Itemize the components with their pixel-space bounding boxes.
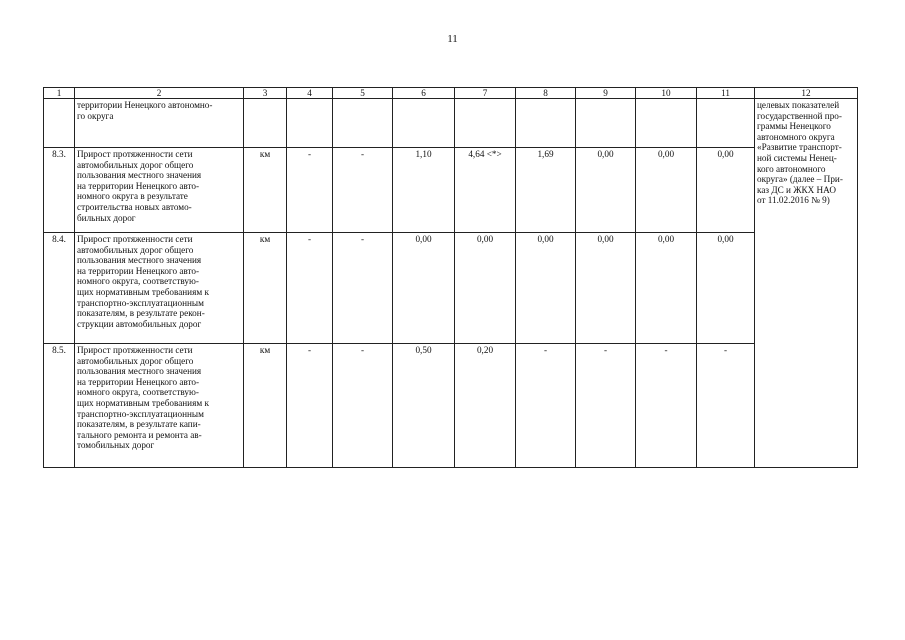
note-line: ной системы Ненец-: [757, 152, 837, 163]
value-cell: [455, 99, 516, 148]
column-header: 12: [755, 88, 858, 99]
note-line: кого автономного: [757, 163, 826, 174]
indicator-line: автомобильных дорог общего: [77, 159, 194, 170]
note-line: «Развитие транспорт-: [757, 142, 842, 153]
column-header: 3: [244, 88, 287, 99]
value-cell: 0,00: [697, 148, 755, 233]
value-cell: 0,00: [576, 148, 636, 233]
table-row: [44, 148, 858, 233]
value-cell: [697, 99, 755, 148]
value-cell: 0,20: [455, 344, 516, 468]
indicator-line: номного округа, соответствую-: [77, 387, 199, 398]
value-cell: -: [576, 344, 636, 468]
indicator-line: пользования местного значения: [77, 170, 202, 181]
indicator-line: Прирост протяженности сети: [77, 149, 193, 159]
value-cell: -: [287, 148, 333, 233]
note-line: округа» (далее – При-: [757, 174, 843, 185]
value-cell: 0,00: [636, 233, 697, 344]
value-cell: 0,00: [393, 233, 455, 344]
value-cell: 0,00: [636, 148, 697, 233]
value-cell: -: [516, 344, 576, 468]
indicator-name: [75, 233, 244, 344]
table-row: [44, 233, 858, 344]
note-line: граммы Ненецкого: [757, 121, 831, 132]
column-number-row: [44, 88, 858, 99]
indicator-line: транспортно-эксплуатационным: [77, 297, 204, 308]
indicator-line: пользования местного значения: [77, 255, 202, 266]
value-cell: [516, 99, 576, 148]
indicator-line: показателям, в результате капи-: [77, 419, 201, 430]
note-line: каз ДС и ЖКХ НАО: [757, 184, 836, 195]
value-cell: 0,00: [516, 233, 576, 344]
indicator-name: [75, 99, 244, 148]
unit-cell: [244, 99, 287, 148]
column-header: 4: [287, 88, 333, 99]
table-row: [44, 344, 858, 468]
table-row: [44, 99, 858, 148]
indicator-line: пользования местного значения: [77, 366, 202, 377]
column-header: 8: [516, 88, 576, 99]
value-cell: 0,00: [455, 233, 516, 344]
indicator-line: автомобильных дорог общего: [77, 244, 194, 255]
column-header: 10: [636, 88, 697, 99]
column-header: 6: [393, 88, 455, 99]
column-header: 2: [75, 88, 244, 99]
indicator-name: [75, 148, 244, 233]
value-cell: -: [333, 233, 393, 344]
unit-cell: км: [244, 148, 287, 233]
column-header: 11: [697, 88, 755, 99]
row-number: 8.5.: [44, 344, 75, 468]
column-header: 1: [44, 88, 75, 99]
column-header: 5: [333, 88, 393, 99]
indicator-line: номного округа, соответствую-: [77, 276, 199, 287]
indicator-line: транспортно-эксплуатационным: [77, 408, 204, 419]
indicator-line: Прирост протяженности сети: [77, 345, 193, 355]
value-cell: [287, 99, 333, 148]
indicator-line: на территории Ненецкого авто-: [77, 265, 200, 276]
note-line: автономного округа: [757, 131, 835, 142]
indicators-table: [43, 87, 858, 468]
indicator-line: томобильных дорог: [77, 440, 155, 451]
value-cell: 0,00: [576, 233, 636, 344]
indicator-line: Прирост протяженности сети: [77, 234, 193, 244]
note-line: государственной про-: [757, 110, 842, 121]
indicator-line: территории Ненецкого автономно-: [77, 100, 213, 110]
indicator-line: бильных дорог: [77, 212, 136, 223]
indicator-line: автомобильных дорог общего: [77, 355, 194, 366]
value-cell: 4,64 <*>: [455, 148, 516, 233]
column-header: 9: [576, 88, 636, 99]
value-cell: 0,50: [393, 344, 455, 468]
indicator-line: щих нормативным требованиям к: [77, 286, 209, 297]
value-cell: -: [287, 344, 333, 468]
row-number: 8.3.: [44, 148, 75, 233]
column-header: 7: [455, 88, 516, 99]
unit-cell: км: [244, 233, 287, 344]
value-cell: -: [697, 344, 755, 468]
source-note: [755, 99, 858, 468]
value-cell: [636, 99, 697, 148]
value-cell: 1,10: [393, 148, 455, 233]
value-cell: -: [333, 148, 393, 233]
indicator-line: на территории Ненецкого авто-: [77, 180, 200, 191]
row-number: 8.4.: [44, 233, 75, 344]
indicator-line: струкции автомобильных дорог: [77, 318, 202, 329]
value-cell: [333, 99, 393, 148]
value-cell: [393, 99, 455, 148]
indicator-line: строительства новых автомо-: [77, 201, 192, 212]
indicator-name: [75, 344, 244, 468]
value-cell: 0,00: [697, 233, 755, 344]
indicator-line: тального ремонта и ремонта ав-: [77, 429, 202, 440]
note-line: целевых показателей: [757, 100, 840, 110]
value-cell: -: [333, 344, 393, 468]
row-number: [44, 99, 75, 148]
indicator-line: показателям, в результате рекон-: [77, 308, 205, 319]
indicator-line: номного округа в результате: [77, 191, 188, 202]
value-cell: 1,69: [516, 148, 576, 233]
indicator-line: на территории Ненецкого авто-: [77, 376, 200, 387]
page-number: 11: [447, 33, 458, 45]
note-line: от 11.02.2016 № 9): [757, 195, 830, 206]
value-cell: -: [636, 344, 697, 468]
indicator-line: го округа: [77, 110, 114, 121]
value-cell: [576, 99, 636, 148]
indicator-line: щих нормативным требованиям к: [77, 397, 209, 408]
value-cell: -: [287, 233, 333, 344]
unit-cell: км: [244, 344, 287, 468]
